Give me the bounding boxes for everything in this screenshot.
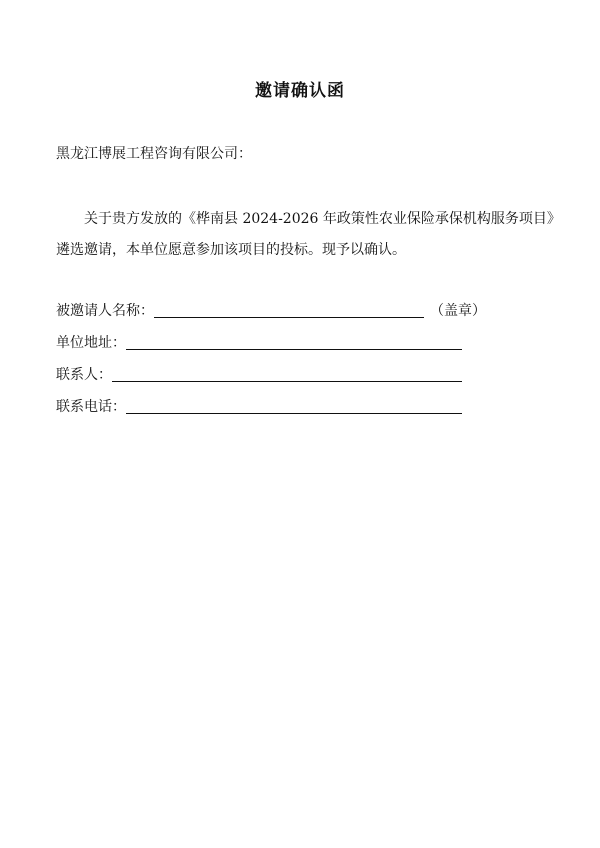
seal-note: （盖章） — [430, 303, 486, 319]
invitee-name-label: 被邀请人名称： — [56, 303, 154, 319]
contact-label: 联系人： — [56, 367, 112, 383]
phone-label: 联系电话： — [56, 399, 126, 415]
address-label: 单位地址： — [56, 335, 126, 351]
body-paragraph: 关于贵方发放的《桦南县 2024-2026 年政策性农业保险承保机构服务项目》遴选邀请，本单位愿意参加该项目的投标。现予以确认。 — [56, 211, 554, 258]
invitee-name-blank-line — [154, 299, 424, 318]
invitee-name-field — [56, 298, 486, 320]
phone-blank-line — [126, 395, 462, 414]
address-field — [56, 330, 462, 352]
address-blank-line — [126, 331, 462, 350]
phone-field — [56, 394, 462, 416]
contact-field — [56, 362, 462, 384]
contact-blank-line — [112, 363, 462, 382]
document-title: 邀请确认函 — [255, 81, 345, 101]
addressee-line: 黑龙江博展工程咨询有限公司： — [56, 146, 252, 162]
